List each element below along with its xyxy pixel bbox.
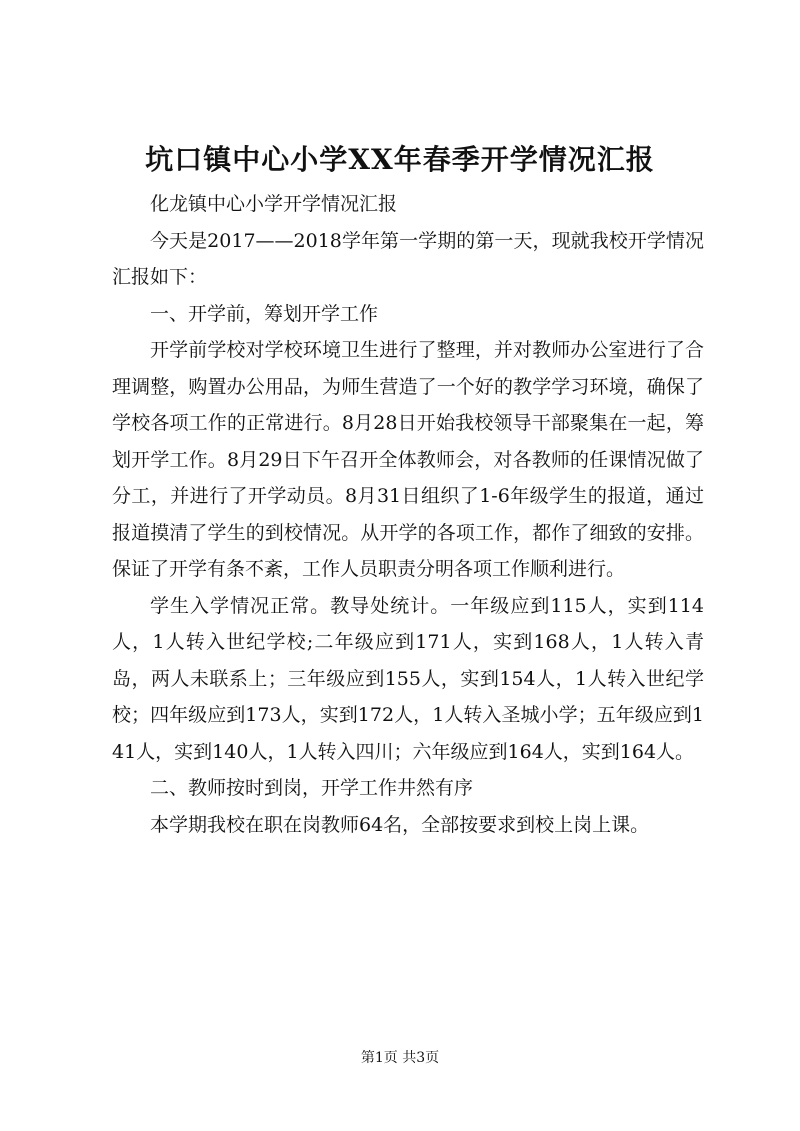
paragraph-intro: 今天是2017——2018学年第一学期的第一天，现就我校开学情况汇报如下： — [112, 229, 704, 288]
document-title: 坑口镇中心小学XX年春季开学情况汇报 — [145, 143, 655, 176]
document-body — [112, 186, 704, 843]
paragraph-teachers: 本学期我校在职在岗教师64名，全部按要求到校上岗上课。 — [150, 813, 650, 836]
section-heading-1: 一、开学前，筹划开学工作 — [150, 302, 379, 325]
page-number-footer: 第1页 共3页 — [360, 1050, 440, 1066]
paragraph-preparation: 开学前学校对学校环境卫生进行了整理，并对教师办公室进行了合理调整，购置办公用品，为师生营造了一个好的教学学习环境，确保了学校各项工作的正常进行。8月28日开始我校领导干部聚集在一起，筹划开学工作。8月29日下午召开全体教师会，对各教师的任课情况做了分工，并进行了开学动员。8月31日组织了1-6年级学生的报道，通过报道摸清了学生的到校情况。从开学的各项工作，都作了细致的安排。保证了开学有条不紊，工作人员职责分明各项工作顺利进行。 — [112, 339, 704, 580]
section-heading-2: 二、教师按时到岗，开学工作井然有序 — [150, 777, 474, 799]
paragraph-subtitle: 化龙镇中心小学开学情况汇报 — [150, 193, 398, 215]
paragraph-enrollment: 学生入学情况正常。教导处统计。一年级应到115人，实到114人，1人转入世纪学校;二年级应到171人，实到168人，1人转入青岛，两人未联系上；三年级应到155人，实到154人，1人转入世纪学校；四年级应到173人，实到172人，1人转入圣城小学；五年级应到141人，实到140人，1人转入四川；六年级应到164人，实到164人。 — [112, 594, 704, 763]
